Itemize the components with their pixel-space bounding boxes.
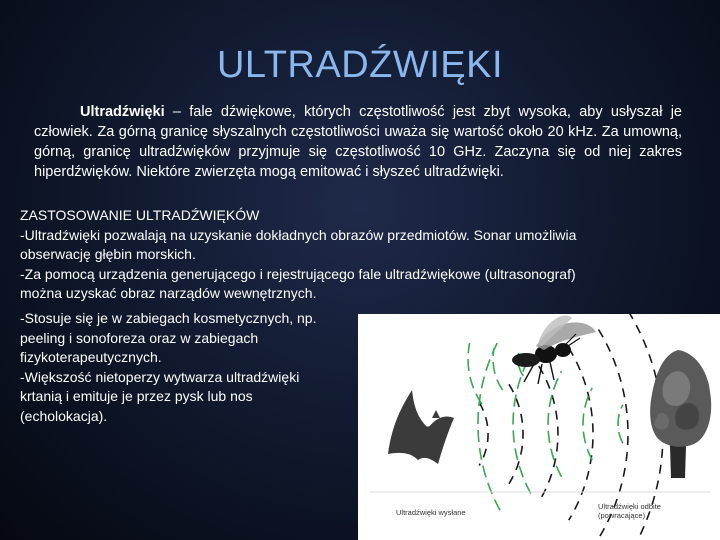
usage-section <box>20 206 700 304</box>
intro-paragraph <box>34 102 682 182</box>
tree-icon <box>650 350 711 478</box>
echo-wave-arc <box>478 338 500 511</box>
echo-waves <box>468 338 623 511</box>
echo-wave-arc <box>493 348 503 390</box>
usage-line: -Stosuje się je w zabiegach kosmetycznych, np. <box>20 310 317 326</box>
usage-line: -Ultradźwięki pozwalają na uzyskanie dokładnych obrazów przedmiotów. Sonar umożliwia <box>20 226 577 243</box>
usage-line: można uzyskać obraz narządów wewnętrznych. <box>20 285 317 301</box>
caption-echo: Ultradźwięki odbite (powracające) <box>598 502 661 520</box>
echo-wave-arc <box>618 405 623 443</box>
usage-bottom-text <box>20 309 370 426</box>
echo-wave-arc <box>583 388 592 460</box>
usage-line: fizykoterapeutycznych. <box>20 349 162 365</box>
slide-title: ULTRADŹWIĘKI <box>216 44 504 86</box>
usage-heading: ZASTOSOWANIE ULTRADŹWIĘKÓW <box>20 207 260 223</box>
usage-line: -Za pomocą urządzenia generującego i rejestrującego fale ultradźwiękowe (ultrasonograf) <box>20 265 576 282</box>
intro-term: Ultradźwięki <box>80 104 165 120</box>
intro-definition: – fale dźwiękowe, których częstotliwość jest zbyt wysoka, aby usłyszał je człowiek. Za górną granicę słyszalnych częstotliwości uważa się wartość około 20 kHz. Za umowną, górną, granicę ultradźwięków przyjmuje się częstotliwość 10 GHz. Zaczyna się od niej zakres hiperdźwięków. Niektóre zwierzęta mogą emitować i słyszeć ultradźwięki. <box>34 104 682 180</box>
usage-line: (echolokacja). <box>20 407 108 424</box>
caption-sent: Ultradźwięki wysłane <box>396 508 466 517</box>
usage-line: obserwację głębin morskich. <box>20 246 196 262</box>
usage-line: peeling i sonoforeza oraz w zabiegach <box>20 329 259 346</box>
usage-line: krtanią i emituje je przez pysk lub nos <box>20 388 253 404</box>
insect-icon <box>512 316 596 384</box>
sent-wave-arc <box>569 348 593 520</box>
usage-line: -Większość nietoperzy wytwarza ultradźwięki <box>20 368 300 385</box>
bat-icon <box>388 390 454 464</box>
echolocation-illustration <box>358 314 720 540</box>
